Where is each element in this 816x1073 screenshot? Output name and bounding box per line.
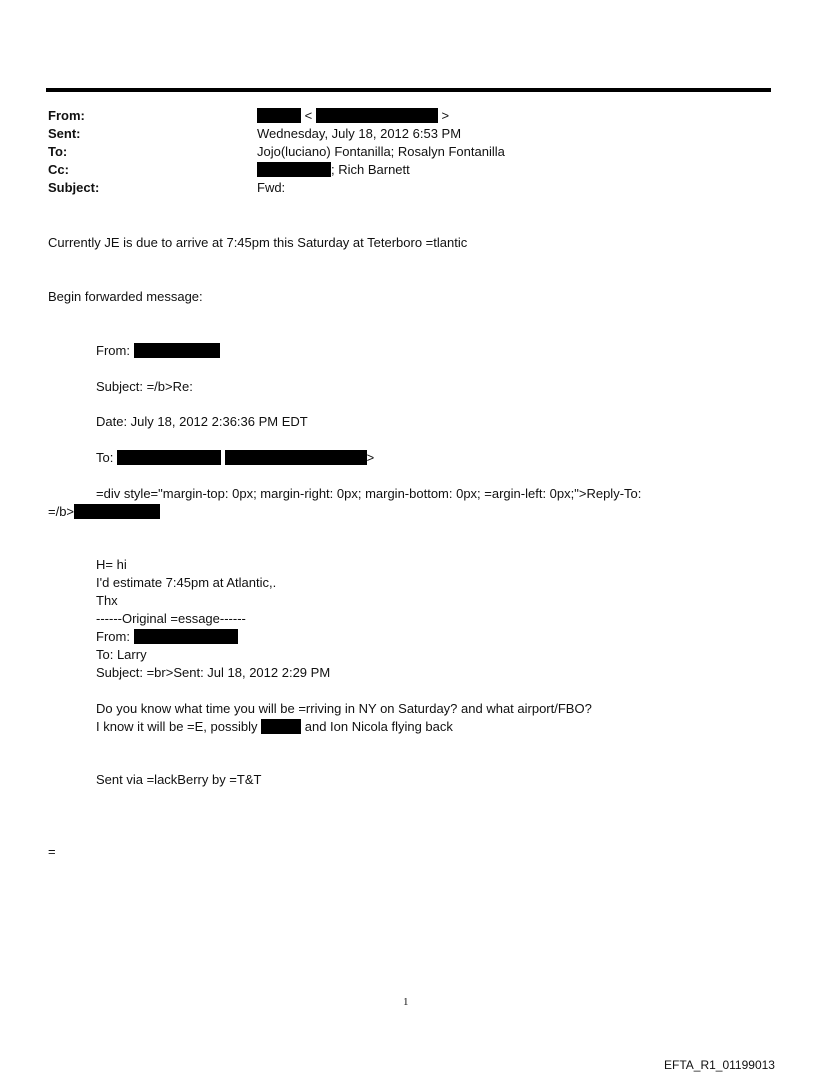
to-label: To: bbox=[48, 144, 68, 159]
fwd-replyto bbox=[48, 503, 160, 521]
from-label: From: bbox=[48, 108, 85, 123]
redaction-box bbox=[134, 629, 238, 644]
fwd-subject: Subject: =/b>Re: bbox=[96, 379, 193, 394]
redaction-box bbox=[225, 450, 367, 465]
from-open-bracket: < bbox=[304, 108, 313, 123]
msg-line: I'd estimate 7:45pm at Atlantic,. bbox=[96, 575, 277, 590]
subject-value: Fwd: bbox=[257, 180, 286, 195]
page-number: 1 bbox=[403, 996, 409, 1008]
subject-label: Subject: bbox=[48, 180, 100, 195]
from-close-bracket: > bbox=[441, 108, 450, 123]
begin-forwarded: Begin forwarded message: bbox=[48, 289, 203, 304]
to-value: Jojo(luciano) Fontanilla; Rosalyn Fontanilla bbox=[257, 144, 505, 159]
know-suffix: and Ion Nicola flying back bbox=[304, 719, 453, 734]
sent-label: Sent: bbox=[48, 126, 81, 141]
original-separator: ------Original =essage------ bbox=[96, 611, 246, 626]
fwd-div-line: =div style="margin-top: 0px; margin-right: 0px; margin-bottom: 0px; =argin-left: 0px;">Reply-To: bbox=[96, 486, 642, 501]
orig-from-label: From: bbox=[96, 629, 130, 644]
redaction-box bbox=[316, 108, 438, 123]
replyto-prefix: =/b> bbox=[48, 504, 75, 519]
question-line: Do you know what time you will be =rriving in NY on Saturday? and what airport/FBO? bbox=[96, 701, 592, 716]
redaction-box bbox=[117, 450, 221, 465]
sent-via: Sent via =lackBerry by =T&T bbox=[96, 772, 262, 787]
orig-from bbox=[96, 628, 238, 646]
fwd-to bbox=[96, 449, 374, 467]
email-header bbox=[48, 107, 748, 197]
orig-subject: Subject: =br>Sent: Jul 18, 2012 2:29 PM bbox=[96, 665, 331, 680]
redaction-box bbox=[134, 343, 220, 358]
orig-to: To: Larry bbox=[96, 647, 147, 662]
redaction-box bbox=[74, 504, 160, 519]
from-value bbox=[257, 107, 449, 125]
header-rule bbox=[46, 88, 771, 92]
msg-line: Thx bbox=[96, 593, 118, 608]
know-prefix: I know it will be =E, possibly bbox=[96, 719, 258, 734]
fwd-from-label: From: bbox=[96, 343, 130, 358]
fwd-to-label: To: bbox=[96, 450, 114, 465]
footer-stamp: EFTA_R1_01199013 bbox=[664, 1058, 775, 1072]
sent-value: Wednesday, July 18, 2012 6:53 PM bbox=[257, 126, 462, 141]
redaction-box bbox=[257, 108, 301, 123]
msg-line: H= hi bbox=[96, 557, 127, 572]
fwd-date: Date: July 18, 2012 2:36:36 PM EDT bbox=[96, 414, 308, 429]
redaction-box bbox=[257, 162, 331, 177]
cc-label: Cc: bbox=[48, 162, 69, 177]
trailing-char: = bbox=[48, 844, 56, 859]
cc-names: ; Rich Barnett bbox=[331, 162, 410, 177]
cc-value bbox=[257, 161, 410, 179]
body-line: Currently JE is due to arrive at 7:45pm this Saturday at Teterboro =tlantic bbox=[48, 235, 468, 250]
fwd-to-close: > bbox=[366, 450, 375, 465]
fwd-from bbox=[96, 342, 220, 360]
redaction-box bbox=[261, 719, 301, 734]
know-line bbox=[96, 718, 453, 736]
